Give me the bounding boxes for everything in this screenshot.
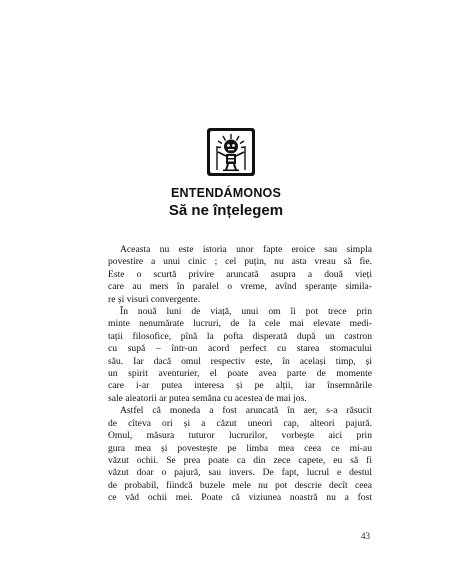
text-line: sale aleatorii ar putea semăna cu acestea de mai jos. (108, 392, 307, 404)
text-line: În nouă luni de viață, unui om îi pot trece prin (120, 306, 372, 318)
emblem-svg (207, 128, 255, 176)
text-line: de probabil, fiindcă buzele mele nu pot descrie decît ceea (108, 479, 372, 491)
chapter-title: Să ne înțelegem (168, 202, 284, 219)
text-line: ce văd ochii mei. Poate că viziunea noastră nu a fost (108, 492, 372, 504)
text-line: gura mea și povestește pe limba mea ceea ce mi-au (108, 442, 372, 454)
text-line: povestire a unui cinic ; cel puțin, nu asta vreau să fie. (108, 256, 372, 268)
text-line: văzut doar o pajură, sau invers. De fapt, lucrul e destul (108, 467, 372, 479)
paragraph-1 (108, 244, 372, 306)
text-line: Omul, măsura tuturor lucrurilor, vorbește aici prin (108, 430, 372, 442)
page-number: 43 (361, 531, 370, 541)
text-line: re și visuri convergente. (108, 293, 201, 305)
text-line: care au mers în paralel o vreme, avînd speranțe simila- (108, 281, 372, 293)
body-text (108, 244, 372, 505)
text-line: de cîteva ori și a căzut uneori cap, alteori pajură. (108, 417, 372, 429)
chapter-supertitle: ENTENDÁMONOS (170, 186, 282, 200)
text-line: Aceasta nu este istoria unor fapte eroice sau simpla (120, 244, 372, 255)
paragraph-2 (108, 306, 372, 405)
paragraph-3 (108, 405, 372, 504)
text-line: tații filosofice, pînă la pofta disperată după un castron (108, 330, 372, 342)
text-line: Este o scurtă privire aruncată asupra a două vieți (108, 268, 372, 280)
text-line: un spirit aventurier, el poate avea parte de momente (108, 368, 372, 380)
text-line: Astfel că moneda a fost aruncată în aer, s-a răsucit (120, 405, 372, 417)
text-line: minte nenumărate lucruri, de la cele mai elevate medi- (108, 318, 372, 330)
tribal-sun-figure-icon (207, 128, 255, 176)
text-line: cu supă – într-un acord perfect cu starea stomacului (108, 343, 372, 355)
text-line: său. Iar dacă omul respectiv este, în același timp, și (108, 355, 372, 367)
text-line: văzut ochii. Se prea poate ca din zece capete, eu să fi (108, 454, 372, 466)
text-line: care i-ar putea interesa și pe alții, iar însemnările (108, 380, 372, 392)
